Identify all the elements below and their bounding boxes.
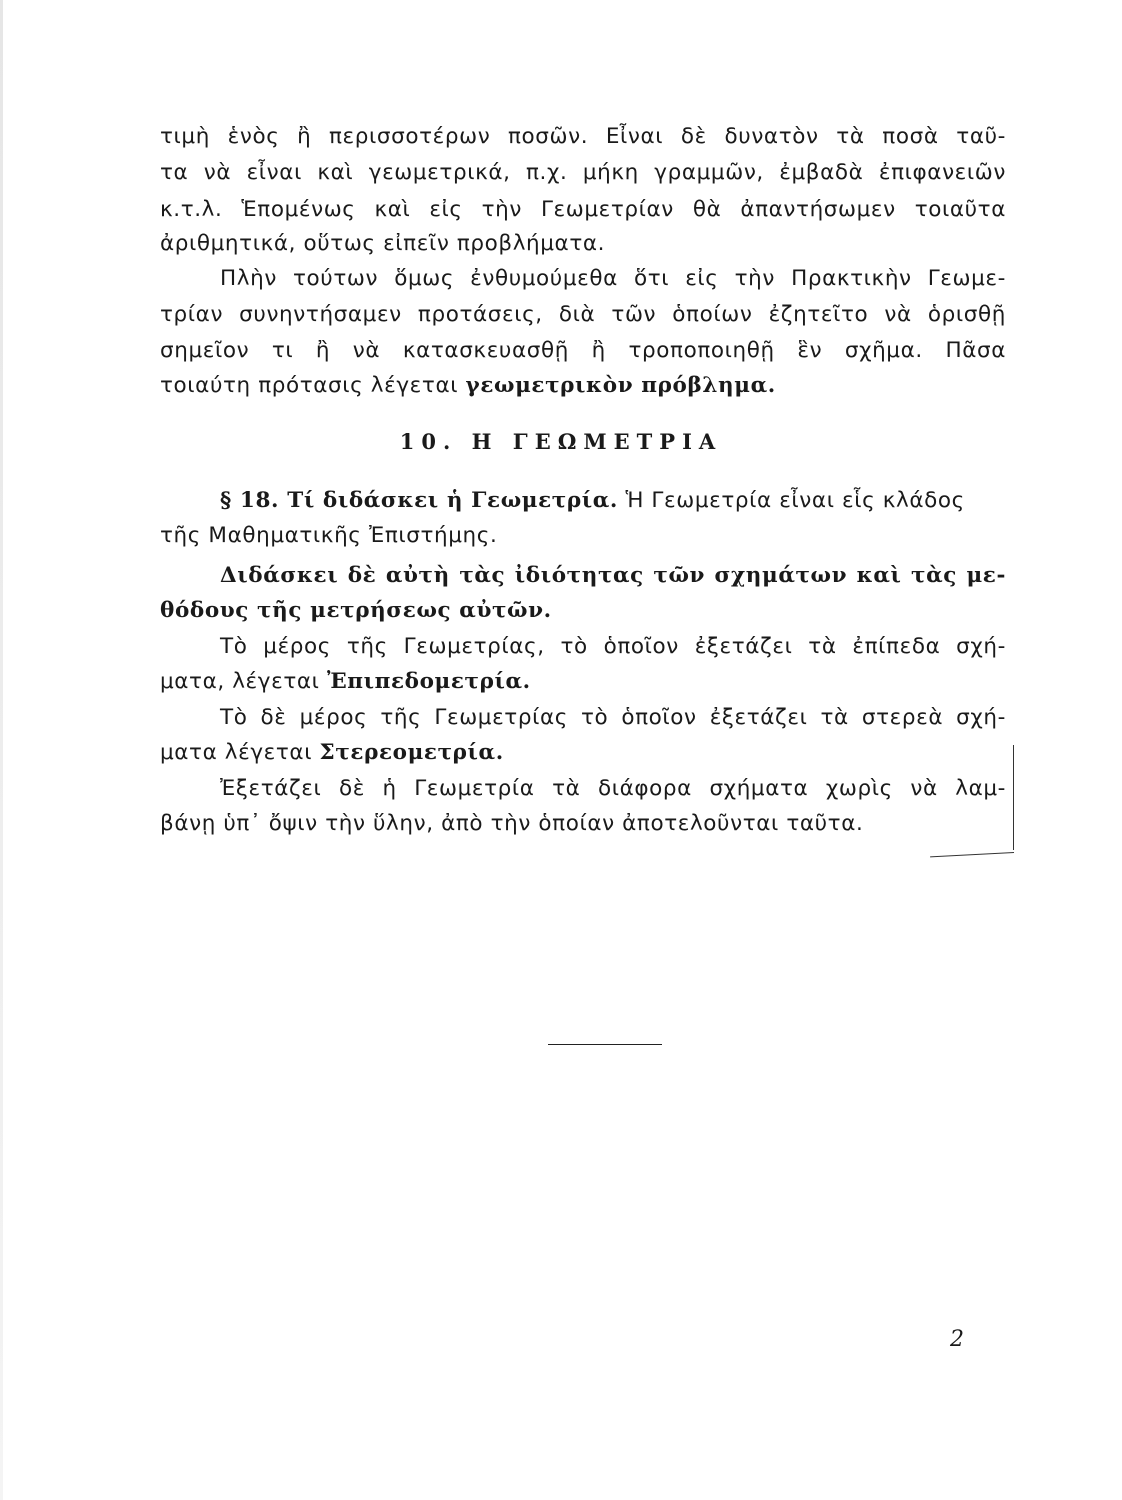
para5-line2 xyxy=(160,740,504,765)
para1-line3: κ.τ.λ. Ἑπομένως καὶ εἰς τὴν Γεωμετρίαν θὰ ἀπαντήσωμεν τοιαῦτα xyxy=(160,197,1006,222)
para1-line2: τα νὰ εἶναι καὶ γεωμετρικά, π.χ. μήκη γραμμῶν, ἐμβαδὰ ἐπιφανειῶν xyxy=(160,160,1006,185)
term-geometric-problem: γεωμετρικὸν πρόβλημα. xyxy=(465,373,776,398)
end-rule xyxy=(548,1044,662,1045)
section-18-text: Ἡ Γεωμετρία εἶναι εἷς κλάδος xyxy=(625,488,965,513)
chapter-heading: 10. Η ΓΕΩΜΕΤΡΙΑ xyxy=(399,429,723,454)
para2-line4-text: τοιαύτη πρότασις λέγεται xyxy=(160,373,459,398)
para5-line1: Τὸ δὲ μέρος τῆς Γεωμετρίας τὸ ὁποῖον ἐξετάζει τὰ στερεὰ σχή- xyxy=(220,705,1006,730)
para2-line3: σημεῖον τι ἢ νὰ κατασκευασθῇ ἢ τροποποιηθῇ ἓν σχῆμα. Πᾶσα xyxy=(160,338,1006,363)
para3-line1: Διδάσκει δὲ αὐτὴ τὰς ἰδιότητας τῶν σχημάτων καὶ τὰς με- xyxy=(220,563,1006,588)
para3-line2: θόδους τῆς μετρήσεως αὐτῶν. xyxy=(160,598,552,623)
para1-line1: τιμὴ ἑνὸς ἢ περισσοτέρων ποσῶν. Εἶναι δὲ δυνατὸν τὰ ποσὰ ταῦ- xyxy=(160,124,1006,149)
term-planimetry: Ἐπιπεδομετρία. xyxy=(326,669,531,694)
para1-line4: ἀριθμητικά, οὕτως εἰπεῖν προβλήματα. xyxy=(160,231,606,256)
term-stereometry: Στερεομετρία. xyxy=(319,740,504,765)
para4-line1: Τὸ μέρος τῆς Γεωμετρίας, τὸ ὁποῖον ἐξετάζει τὰ ἐπίπεδα σχή- xyxy=(220,634,1006,659)
para6-line2: βάνῃ ὑπ᾽ ὄψιν τὴν ὕλην, ἀπὸ τὴν ὁποίαν ἀποτελοῦνται ταῦτα. xyxy=(160,811,864,836)
section-18-line2: τῆς Μαθηματικῆς Ἐπιστήμης. xyxy=(160,523,498,548)
para4-line2-text: ματα, λέγεται xyxy=(160,669,320,694)
section-18-title: § 18. Τί διδάσκει ἡ Γεωμετρία. xyxy=(220,488,618,513)
para2-line2: τρίαν συνηντήσαμεν προτάσεις, διὰ τῶν ὁποίων ἐζητεῖτο νὰ ὁρισθῇ xyxy=(160,302,1006,327)
para4-line2 xyxy=(160,669,531,694)
page-number: 2 xyxy=(950,1327,964,1352)
section-18-line1 xyxy=(220,488,965,513)
margin-pencil-mark xyxy=(1013,745,1014,850)
para6-line1: Ἐξετάζει δὲ ἡ Γεωμετρία τὰ διάφορα σχήματα χωρὶς νὰ λαμ- xyxy=(220,776,1006,801)
margin-pencil-underline xyxy=(930,852,1014,857)
page-edge-shadow xyxy=(0,0,3,1500)
para2-line4 xyxy=(160,373,776,398)
para5-line2-text: ματα λέγεται xyxy=(160,740,313,765)
para2-line1: Πλὴν τούτων ὅμως ἐνθυμούμεθα ὅτι εἰς τὴν Πρακτικὴν Γεωμε- xyxy=(220,266,1006,291)
